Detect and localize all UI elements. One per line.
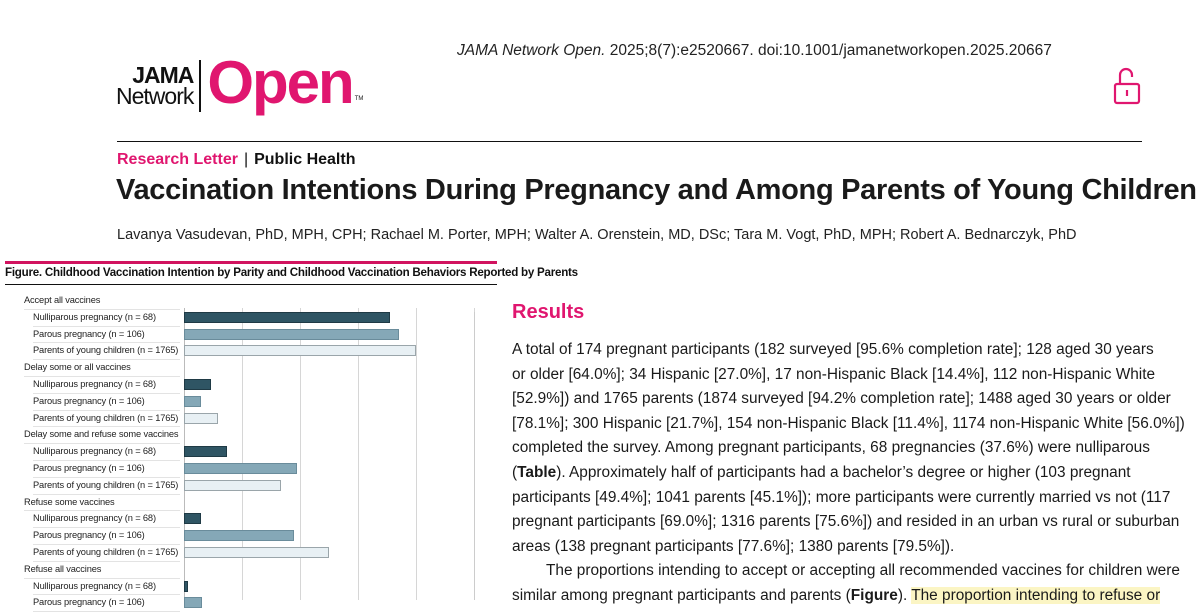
chart-row-label: Nulliparous pregnancy (n = 68) — [33, 513, 156, 524]
figure-top-rule — [5, 261, 497, 264]
chart-bar — [184, 480, 281, 491]
column-divider — [474, 312, 475, 600]
logo-network-text: Network — [116, 83, 194, 109]
chart-group-label: Delay some or all vaccines — [24, 362, 131, 373]
chart-bar — [184, 446, 227, 457]
results-heading: Results — [512, 301, 585, 323]
chart-bar — [184, 312, 390, 323]
body-line: or older [64.0%]; 34 Hispanic [27.0%], 17 non-Hispanic Black [14.4%], 112 non-Hispanic White — [512, 365, 1156, 383]
citation-journal: JAMA Network Open. — [457, 42, 606, 59]
chart-row-label: Parous pregnancy (n = 106) — [33, 597, 145, 608]
article-type: Research Letter — [117, 151, 238, 168]
logo-jama-text: JAMA — [132, 61, 194, 88]
header-rule — [117, 141, 1142, 142]
body-text-span: ). — [897, 586, 912, 604]
logo-trademark: TM — [354, 96, 364, 102]
chart-group-label: Refuse some vaccines — [24, 496, 115, 507]
paren: ( — [512, 463, 518, 481]
chart-bar — [184, 463, 297, 474]
chart-bar — [184, 581, 188, 592]
body-line: [78.1%]; 300 Hispanic [21.7%], 154 non-Hispanic Black [11.4%], 1174 non-Hispanic White [56.0%]) — [512, 414, 1185, 432]
chart-row-label: Parous pregnancy (n = 106) — [33, 530, 145, 541]
bar-chart — [0, 290, 500, 608]
body-line: [52.9%]) and 1765 parents (1874 surveyed [94.2% completion rate]; 1488 aged 30 years or older — [512, 390, 1171, 408]
body-text-span: similar among pregnant participants and parents ( — [512, 586, 851, 604]
logo-open-text: Open — [207, 49, 353, 116]
body-line: The proportions intending to accept or accepting all recommended vaccines for children were — [546, 562, 1180, 580]
chart-bar — [184, 530, 294, 541]
chart-bar — [184, 597, 202, 608]
journal-logo[interactable] — [116, 49, 364, 116]
chart-gridline — [416, 308, 417, 600]
body-line — [512, 461, 1162, 486]
chart-row-label: Parents of young children (n = 1765) — [33, 412, 179, 423]
chart-row-label: Parents of young children (n = 1765) — [33, 479, 179, 490]
chart-row-label: Nulliparous pregnancy (n = 68) — [33, 446, 156, 457]
body-line: pregnant participants [69.0%]; 1316 parents [75.6%]) and resided in an urban vs rural or suburban — [512, 513, 1180, 531]
chart-row-label: Parous pregnancy (n = 106) — [33, 328, 145, 339]
body-line: participants [49.4%]; 1041 parents [45.1%]); more participants were currently married vs not (117 — [512, 488, 1171, 506]
chart-row-label: Parents of young children (n = 1765) — [33, 547, 179, 557]
body-line: A total of 174 pregnant participants (182 surveyed [95.6% completion rate]; 128 aged 30 years — [512, 341, 1154, 358]
table-link[interactable]: Table — [517, 463, 557, 481]
chart-row-label: Parents of young children (n = 1765) — [33, 345, 179, 356]
logo-divider — [199, 60, 201, 112]
results-body — [512, 338, 1185, 609]
kicker-separator: | — [243, 151, 249, 168]
figure-link[interactable]: Figure — [850, 586, 898, 604]
chart-bar — [184, 413, 218, 424]
body-line: areas (138 pregnant participants [77.6%]; 1380 parents [79.5%]). — [512, 537, 955, 555]
chart-row-label: Parous pregnancy (n = 106) — [33, 395, 145, 406]
chart-group-label: Refuse all vaccines — [24, 563, 102, 574]
chart-row-label: Nulliparous pregnancy (n = 68) — [33, 580, 156, 591]
open-access-lock-icon — [1112, 64, 1142, 106]
chart-group-label: Accept all vaccines — [24, 295, 101, 305]
citation-details: 2025;8(7):e2520667. doi:10.1001/jamanetworkopen.2025.20667 — [605, 42, 1052, 59]
chart-bar — [184, 345, 416, 356]
chart-bar — [184, 379, 211, 390]
chart-bar — [184, 513, 201, 524]
chart-bar — [184, 329, 399, 340]
chart-group-label: Delay some and refuse some vaccines — [24, 429, 179, 440]
article-section: Public Health — [254, 151, 356, 168]
figure-caption: Figure. Childhood Vaccination Intention by Parity and Childhood Vaccination Behaviors Reported by Parents — [5, 266, 578, 279]
author-list: Lavanya Vasudevan, PhD, MPH, CPH; Rachael M. Porter, MPH; Walter A. Orenstein, MD, DSc; Tara M. Vogt, PhD, MPH; Robert A. Bednarczyk, PhD — [117, 227, 1077, 243]
chart-row-label: Nulliparous pregnancy (n = 68) — [33, 379, 156, 389]
figure-caption-rule — [5, 284, 497, 285]
body-text-span: ). Approximately half of participants had a bachelor’s degree or higher (103 pregnant — [556, 463, 1131, 481]
chart-bar — [184, 547, 329, 558]
article-title: Vaccination Intentions During Pregnancy and Among Parents of Young Children — [116, 174, 1197, 206]
body-line: completed the survey. Among pregnant participants, 68 pregnancies (37.6%) were nulliparous — [512, 439, 1150, 457]
chart-bar — [184, 396, 201, 407]
chart-row-label: Nulliparous pregnancy (n = 68) — [33, 311, 156, 322]
article-kicker — [117, 151, 355, 169]
citation — [457, 42, 1052, 60]
chart-row-label: Parous pregnancy (n = 106) — [33, 463, 145, 473]
body-line — [512, 584, 1162, 609]
highlighted-text[interactable]: The proportion intending to refuse or — [911, 586, 1161, 604]
